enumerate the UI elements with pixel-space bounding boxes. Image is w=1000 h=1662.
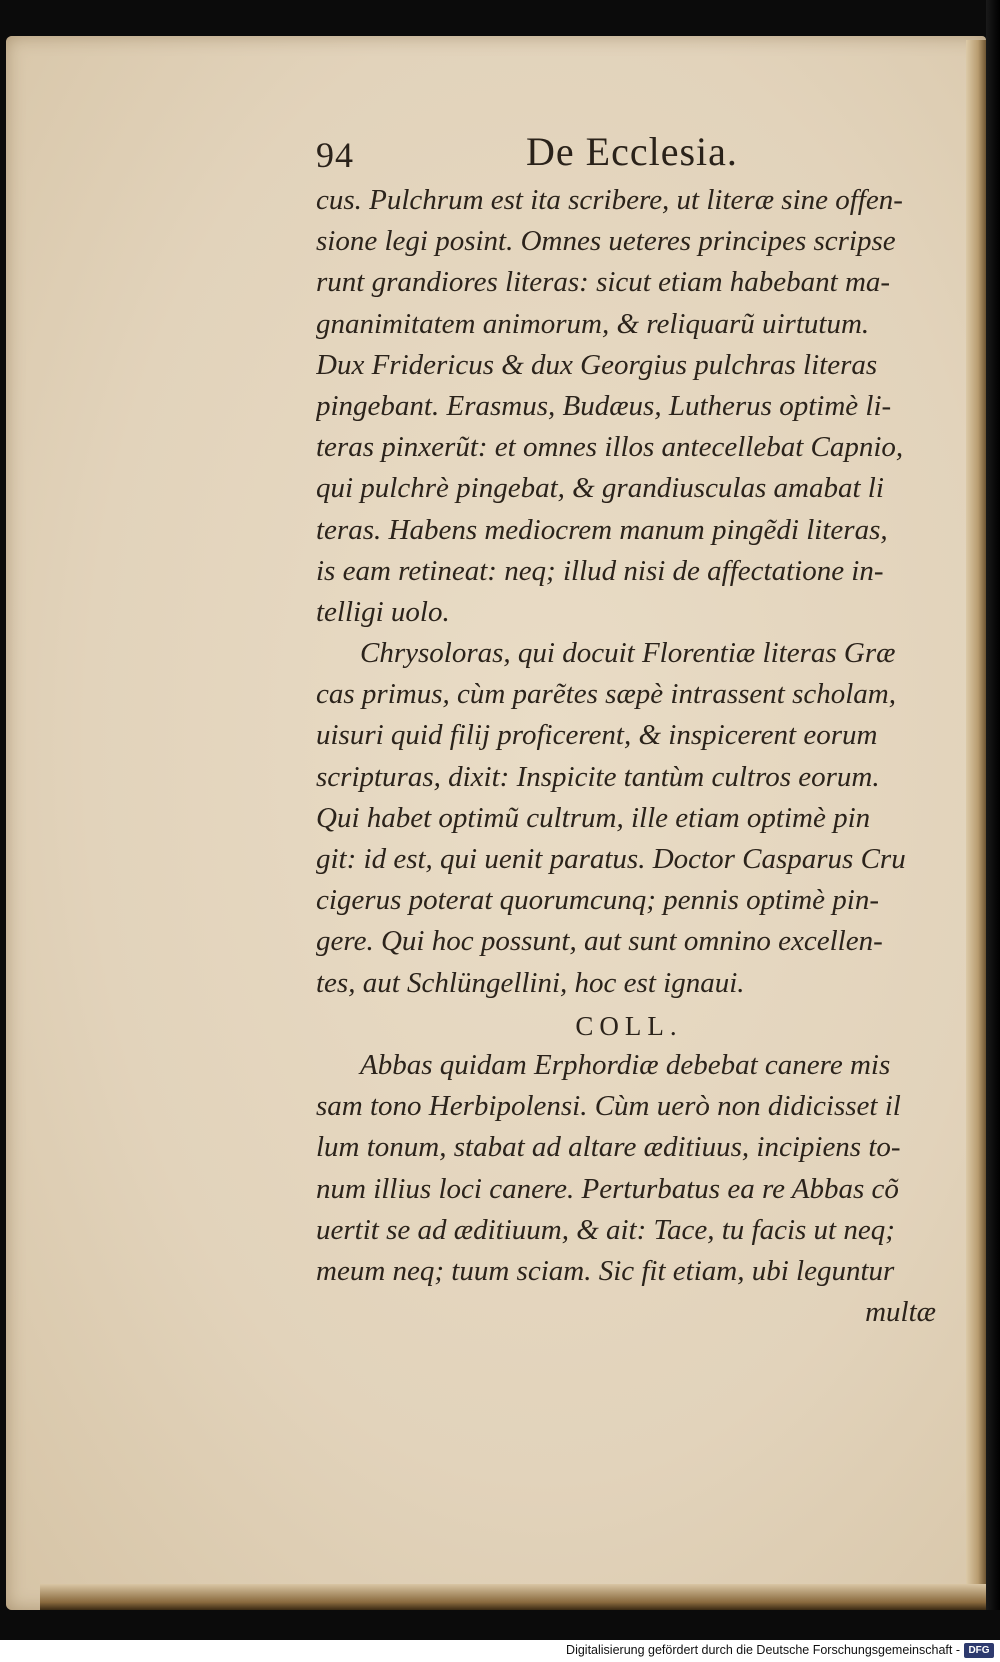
scan-border [986, 0, 1000, 1610]
text-line: lum tonum, stabat ad altare æditiuus, incipiens to- [316, 1131, 901, 1164]
text-line: gnanimitatem animorum, & reliquarũ uirtutum. [316, 307, 870, 340]
text-line: meum neq; tuum sciam. Sic fit etiam, ubi leguntur [316, 1254, 895, 1287]
text-line: uisuri quid filij proficerent, & inspicerent eorum [316, 719, 878, 752]
page-number: 94 [316, 135, 354, 175]
text-line: pingebant. Erasmus, Budæus, Lutherus optimè li- [316, 389, 892, 422]
text-line: teras pinxerũt: et omnes illos antecellebat Capnio, [316, 431, 904, 464]
text-line: teras. Habens mediocrem manum pingẽdi literas, [316, 513, 888, 546]
text-line: sam tono Herbipolensi. Cùm uerò non didicisset il [316, 1090, 901, 1123]
text-line: gere. Qui hoc possunt, aut sunt omnino excellen- [316, 925, 883, 958]
text-line: uertit se ad æditiuum, & ait: Tace, tu facis ut neq; [316, 1213, 895, 1246]
text-line: scripturas, dixit: Inspicite tantùm cultros eorum. [316, 760, 880, 793]
paragraph-start-line: Abbas quidam Erphordiæ debebat canere mis [360, 1048, 891, 1081]
text-line: sione legi posint. Omnes ueteres principes scripse [316, 225, 896, 258]
text-line: telligi uolo. [316, 595, 450, 628]
page-text [316, 180, 942, 1333]
text-line: num illius loci canere. Perturbatus ea re Abbas cõ [316, 1172, 899, 1205]
dfg-logo-icon: DFG [964, 1643, 994, 1658]
text-line: runt grandiores literas: sicut etiam habebant ma- [316, 266, 891, 299]
funding-credit: Digitalisierung gefördert durch die Deutsche Forschungsgemeinschaft - [566, 1643, 960, 1657]
section-heading: COLL. [575, 1010, 683, 1041]
text-line: Qui habet optimũ cultrum, ille etiam optimè pin [316, 801, 871, 834]
page-header [316, 128, 956, 178]
text-line: git: id est, qui uenit paratus. Doctor Casparus Cru [316, 843, 906, 875]
catchword: multæ [865, 1296, 936, 1329]
text-line: cus. Pulchrum est ita scribere, ut literæ sine offen- [316, 184, 903, 216]
digitization-footer [0, 1640, 1000, 1662]
text-line: cigerus poterat quorumcunq; pennis optimè pin- [316, 884, 880, 917]
paragraph-start-line: Chrysoloras, qui docuit Florentiæ literas Græ [360, 637, 896, 670]
text-line: tes, aut Schlüngellini, hoc est ignaui. [316, 966, 745, 999]
page-bottom-edge [40, 1584, 986, 1610]
text-line: Dux Fridericus & dux Georgius pulchras literas [316, 348, 878, 381]
running-title: De Ecclesia. [526, 129, 738, 174]
text-line: cas primus, cùm parẽtes sæpè intrassent scholam, [316, 678, 896, 711]
page-fore-edge [966, 40, 986, 1590]
text-line: qui pulchrè pingebat, & grandiusculas amabat li [316, 472, 884, 505]
text-line: is eam retineat: neq; illud nisi de affectatione in- [316, 554, 884, 587]
